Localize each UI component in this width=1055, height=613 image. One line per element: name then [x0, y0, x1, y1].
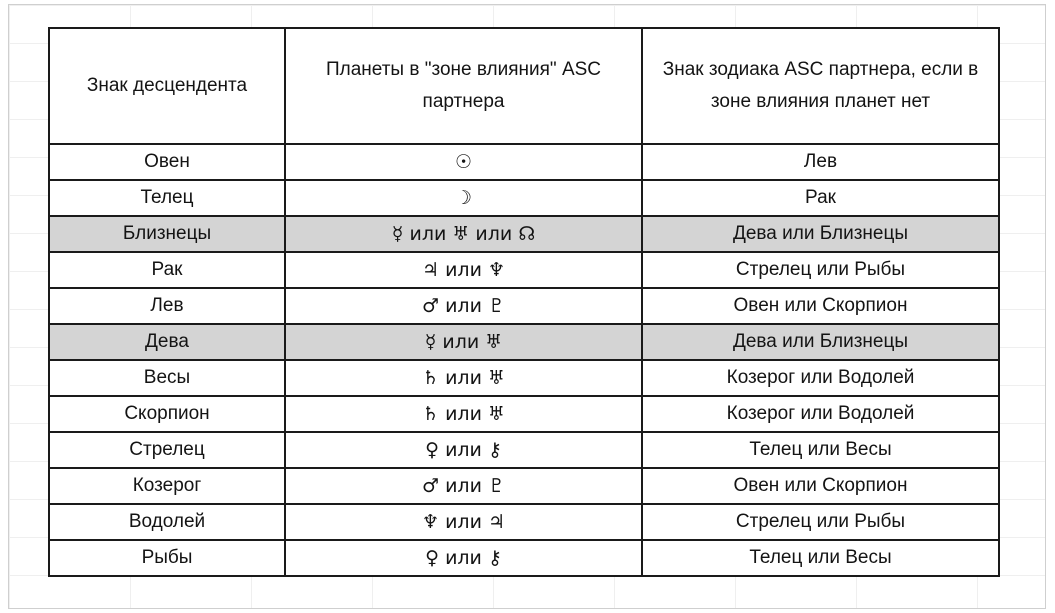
table-row — [49, 144, 999, 180]
descendant-sign-cell: Близнецы — [49, 216, 285, 252]
planets-cell: ♃ или ♆ — [285, 252, 642, 288]
asc-sign-cell: Козерог или Водолей — [642, 360, 999, 396]
planets-cell: ☽ — [285, 180, 642, 216]
table-header-row — [49, 28, 999, 144]
table-row — [49, 432, 999, 468]
planets-cell: ♄ или ♅ — [285, 396, 642, 432]
asc-sign-cell: Телец или Весы — [642, 540, 999, 576]
table-row — [49, 324, 999, 360]
descendant-sign-cell: Овен — [49, 144, 285, 180]
asc-sign-cell: Козерог или Водолей — [642, 396, 999, 432]
table-row — [49, 180, 999, 216]
descendant-table — [48, 27, 1000, 577]
planets-cell: ☿ или ♅ — [285, 324, 642, 360]
planets-cell: ♆ или ♃ — [285, 504, 642, 540]
table-row — [49, 216, 999, 252]
planets-cell: ☉ — [285, 144, 642, 180]
table-row — [49, 252, 999, 288]
descendant-sign-cell: Телец — [49, 180, 285, 216]
table-row — [49, 540, 999, 576]
planets-cell: ♀ или ⚷ — [285, 432, 642, 468]
asc-sign-cell: Лев — [642, 144, 999, 180]
planets-cell: ☿ или ♅ или ☊ — [285, 216, 642, 252]
descendant-sign-cell: Водолей — [49, 504, 285, 540]
asc-sign-cell: Рак — [642, 180, 999, 216]
table-row — [49, 468, 999, 504]
descendant-sign-cell: Лев — [49, 288, 285, 324]
asc-sign-cell: Овен или Скорпион — [642, 468, 999, 504]
planets-cell: ♂ или ♇ — [285, 288, 642, 324]
descendant-sign-cell: Козерог — [49, 468, 285, 504]
asc-sign-cell: Телец или Весы — [642, 432, 999, 468]
asc-sign-cell: Овен или Скорпион — [642, 288, 999, 324]
header-planets-zone: Планеты в "зоне влияния" ASC партнера — [285, 28, 642, 144]
table-row — [49, 504, 999, 540]
table-row — [49, 396, 999, 432]
asc-sign-cell: Дева или Близнецы — [642, 216, 999, 252]
descendant-sign-cell: Рыбы — [49, 540, 285, 576]
descendant-sign-cell: Рак — [49, 252, 285, 288]
table-row — [49, 360, 999, 396]
table-row — [49, 288, 999, 324]
planets-cell: ♂ или ♇ — [285, 468, 642, 504]
spreadsheet-frame — [8, 4, 1046, 609]
asc-sign-cell: Стрелец или Рыбы — [642, 504, 999, 540]
asc-sign-cell: Стрелец или Рыбы — [642, 252, 999, 288]
header-descendant-sign: Знак десцендента — [49, 28, 285, 144]
planets-cell: ♄ или ♅ — [285, 360, 642, 396]
descendant-sign-cell: Скорпион — [49, 396, 285, 432]
header-asc-sign: Знак зодиака ASC партнера, если в зоне влияния планет нет — [642, 28, 999, 144]
descendant-sign-cell: Дева — [49, 324, 285, 360]
descendant-sign-cell: Стрелец — [49, 432, 285, 468]
descendant-sign-cell: Весы — [49, 360, 285, 396]
planets-cell: ♀ или ⚷ — [285, 540, 642, 576]
asc-sign-cell: Дева или Близнецы — [642, 324, 999, 360]
table-body — [49, 144, 999, 576]
